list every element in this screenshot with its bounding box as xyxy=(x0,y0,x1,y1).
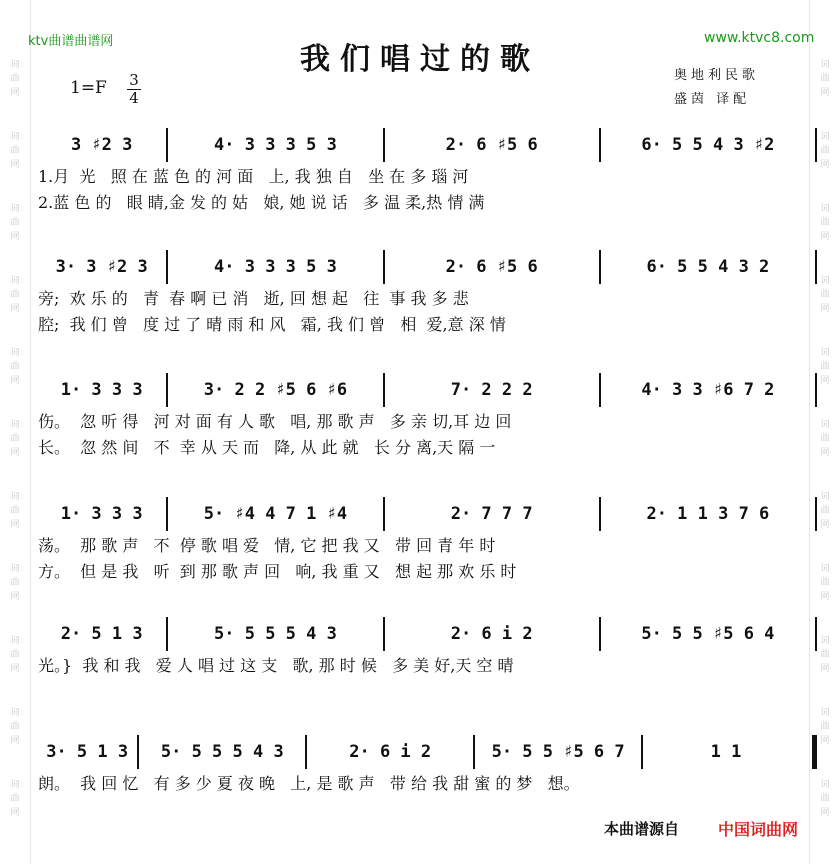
watermark-char: 曲 xyxy=(820,290,830,300)
watermark-char: 网 xyxy=(10,232,20,242)
barline xyxy=(815,373,817,407)
measure: 4· 3 3 ♯6 7 2 xyxy=(641,380,775,400)
barline xyxy=(641,735,643,769)
watermark-char: 词 xyxy=(10,564,20,574)
lyric-line-1: 荡。 那 歌 声 不 停 歌 唱 爱 情, 它 把 我 又 带 回 青 年 时 xyxy=(38,536,496,555)
barline xyxy=(599,497,601,531)
lyric-line-1: 1.月 光 照 在 蓝 色 的 河 面 上, 我 独 自 坐 在 多 瑙 河 xyxy=(38,167,469,186)
lyric-line-2: 2.蓝 色 的 眼 睛,金 发 的 姑 娘, 她 说 话 多 温 柔,热 情 满 xyxy=(38,193,485,212)
barline xyxy=(599,250,601,284)
measure: 3· 3 ♯2 3 xyxy=(55,257,148,277)
notation-row xyxy=(38,617,818,651)
lyric-line-1: 伤。 忽 听 得 河 对 面 有 人 歌 唱, 那 歌 声 多 亲 切,耳 边 回 xyxy=(38,412,512,431)
watermark-char: 词 xyxy=(820,636,830,646)
watermark-char: 网 xyxy=(10,808,20,818)
watermark-char: 网 xyxy=(820,232,830,242)
measure: 1· 3 3 3 xyxy=(60,504,143,524)
watermark-char: 网 xyxy=(820,808,830,818)
watermark-char: 词 xyxy=(10,636,20,646)
watermark-char: 词 xyxy=(820,420,830,430)
measure: 2· 1 1 3 7 6 xyxy=(646,504,770,524)
barline xyxy=(166,373,168,407)
watermark-char: 曲 xyxy=(10,146,20,156)
watermark-char: 曲 xyxy=(820,434,830,444)
watermark-char: 网 xyxy=(10,520,20,530)
watermark-char: 网 xyxy=(10,592,20,602)
barline xyxy=(166,128,168,162)
time-signature-bottom: 4 xyxy=(129,89,139,107)
lyric-line-2: 长。 忽 然 间 不 幸 从 天 而 降, 从 此 就 长 分 离,天 隔 一 xyxy=(38,438,496,457)
measure: 2· 6 ♯5 6 xyxy=(445,257,538,277)
time-signature-top: 3 xyxy=(129,71,139,89)
measure: 2· 6 ♯5 6 xyxy=(445,135,538,155)
watermark-char: 曲 xyxy=(10,578,20,588)
notation-row xyxy=(38,373,818,407)
barline xyxy=(599,128,601,162)
watermark-char: 词 xyxy=(10,132,20,142)
watermark-char: 词 xyxy=(820,780,830,790)
measure: 6· 5 5 4 3 2 xyxy=(646,257,770,277)
watermark-char: 网 xyxy=(10,736,20,746)
watermark-char: 词 xyxy=(820,276,830,286)
watermark-char: 曲 xyxy=(820,218,830,228)
site-logo-left[interactable]: ktv曲谱曲谱网 xyxy=(28,34,114,49)
barline xyxy=(383,128,385,162)
watermark-char: 曲 xyxy=(820,146,830,156)
watermark-char: 词 xyxy=(820,564,830,574)
watermark-char: 网 xyxy=(10,304,20,314)
watermark-char: 词 xyxy=(820,132,830,142)
barline xyxy=(473,735,475,769)
watermark-char: 网 xyxy=(820,88,830,98)
measure: 4· 3 3 3 5 3 xyxy=(214,135,337,155)
barline xyxy=(383,617,385,651)
watermark-char: 网 xyxy=(820,736,830,746)
barline xyxy=(166,497,168,531)
watermark-char: 词 xyxy=(10,348,20,358)
watermark-char: 词 xyxy=(10,780,20,790)
lyric-line-2: 腔; 我 们 曾 度 过 了 晴 雨 和 风 霜, 我 们 曾 相 爱,意 深 情 xyxy=(38,315,506,334)
watermark-char: 曲 xyxy=(10,434,20,444)
watermark-char: 词 xyxy=(820,204,830,214)
credit-origin: 奥地利民歌 xyxy=(674,68,760,83)
credit-translator: 盛茵 译配 xyxy=(674,92,751,107)
watermark-char: 曲 xyxy=(820,794,830,804)
lyric-line-1: 光。} 我 和 我 爱 人 唱 过 这 支 歌, 那 时 候 多 美 好,天 空 晴 xyxy=(38,656,514,675)
watermark-char: 词 xyxy=(820,708,830,718)
measure: 5· 5 5 5 4 3 xyxy=(160,742,284,762)
measure: 2· 6 i 2 xyxy=(450,624,533,644)
measure: 1· 3 3 3 xyxy=(60,380,143,400)
watermark-char: 网 xyxy=(820,520,830,530)
watermark-char: 网 xyxy=(10,448,20,458)
watermark-char: 网 xyxy=(10,664,20,674)
measure: 5· ♯4 4 7 1 ♯4 xyxy=(203,504,348,524)
watermark-char: 曲 xyxy=(820,506,830,516)
measure: 2· 5 1 3 xyxy=(60,624,143,644)
notation-row xyxy=(38,735,818,769)
watermark-char: 曲 xyxy=(820,650,830,660)
watermark-char: 曲 xyxy=(820,722,830,732)
watermark-char: 词 xyxy=(10,60,20,70)
watermark-char: 词 xyxy=(10,492,20,502)
watermark-char: 网 xyxy=(10,88,20,98)
barline xyxy=(305,735,307,769)
footer-site[interactable]: 中国词曲网 xyxy=(718,820,799,839)
barline xyxy=(166,617,168,651)
watermark-char: 词 xyxy=(820,60,830,70)
measure: 4· 3 3 3 5 3 xyxy=(214,257,337,277)
watermark-char: 曲 xyxy=(820,362,830,372)
measure: 3· 5 1 3 xyxy=(46,742,129,762)
key-signature: 1=F xyxy=(70,78,107,98)
barline xyxy=(815,497,817,531)
watermark-char: 曲 xyxy=(820,74,830,84)
site-url-right[interactable]: www.ktvc8.com xyxy=(704,30,815,46)
measure: 7· 2 2 2 xyxy=(450,380,533,400)
watermark-char: 曲 xyxy=(10,650,20,660)
song-title: 我们唱过的歌 xyxy=(300,42,540,77)
barline xyxy=(815,128,817,162)
barline xyxy=(815,617,817,651)
lyric-line-1: 朗。 我 回 忆 有 多 少 夏 夜 晚 上, 是 歌 声 带 给 我 甜 蜜 的 梦 想。 xyxy=(38,774,580,793)
measure: 2· 7 7 7 xyxy=(450,504,533,524)
watermark-char: 词 xyxy=(820,492,830,502)
watermark-char: 曲 xyxy=(820,578,830,588)
barline xyxy=(599,373,601,407)
watermark-char: 曲 xyxy=(10,722,20,732)
watermark-char: 网 xyxy=(10,160,20,170)
measure: 5· 5 5 ♯5 6 7 xyxy=(491,742,625,762)
watermark-char: 曲 xyxy=(10,506,20,516)
measure: 2· 6 i 2 xyxy=(349,742,432,762)
footer-source: 本曲谱源自 xyxy=(604,820,680,838)
barline xyxy=(383,497,385,531)
watermark-char: 曲 xyxy=(10,362,20,372)
watermark-char: 网 xyxy=(820,448,830,458)
watermark-char: 网 xyxy=(820,664,830,674)
watermark-char: 词 xyxy=(10,420,20,430)
measure: 1 1 xyxy=(710,742,742,762)
barline xyxy=(383,250,385,284)
measure: 5· 5 5 ♯5 6 4 xyxy=(641,624,775,644)
watermark-char: 词 xyxy=(10,204,20,214)
measure: 6· 5 5 4 3 ♯2 xyxy=(641,135,775,155)
watermark-char: 曲 xyxy=(10,794,20,804)
barline xyxy=(383,373,385,407)
lyric-line-1: 旁; 欢 乐 的 青 春 啊 已 消 逝, 回 想 起 往 事 我 多 悲 xyxy=(38,289,469,308)
watermark-char: 网 xyxy=(10,376,20,386)
measure: 5· 5 5 5 4 3 xyxy=(214,624,337,644)
time-signature xyxy=(127,72,141,107)
barline xyxy=(815,250,817,284)
watermark-char: 词 xyxy=(10,276,20,286)
barline xyxy=(137,735,139,769)
notation-row xyxy=(38,497,818,531)
watermark-char: 网 xyxy=(820,160,830,170)
watermark-char: 曲 xyxy=(10,290,20,300)
lyric-line-2: 方。 但 是 我 听 到 那 歌 声 回 响, 我 重 又 想 起 那 欢 乐 时 xyxy=(38,562,517,581)
watermark-char: 曲 xyxy=(10,218,20,228)
barline xyxy=(599,617,601,651)
barline xyxy=(166,250,168,284)
final-barline xyxy=(812,735,817,769)
watermark-char: 词 xyxy=(820,348,830,358)
watermark-char: 网 xyxy=(820,592,830,602)
watermark-char: 网 xyxy=(820,376,830,386)
measure: 3 ♯2 3 xyxy=(70,135,133,155)
watermark-char: 曲 xyxy=(10,74,20,84)
watermark-left-strip xyxy=(0,0,31,864)
watermark-char: 词 xyxy=(10,708,20,718)
notation-row xyxy=(38,128,818,162)
notation-row xyxy=(38,250,818,284)
measure: 3· 2 2 ♯5 6 ♯6 xyxy=(203,380,348,400)
watermark-char: 网 xyxy=(820,304,830,314)
